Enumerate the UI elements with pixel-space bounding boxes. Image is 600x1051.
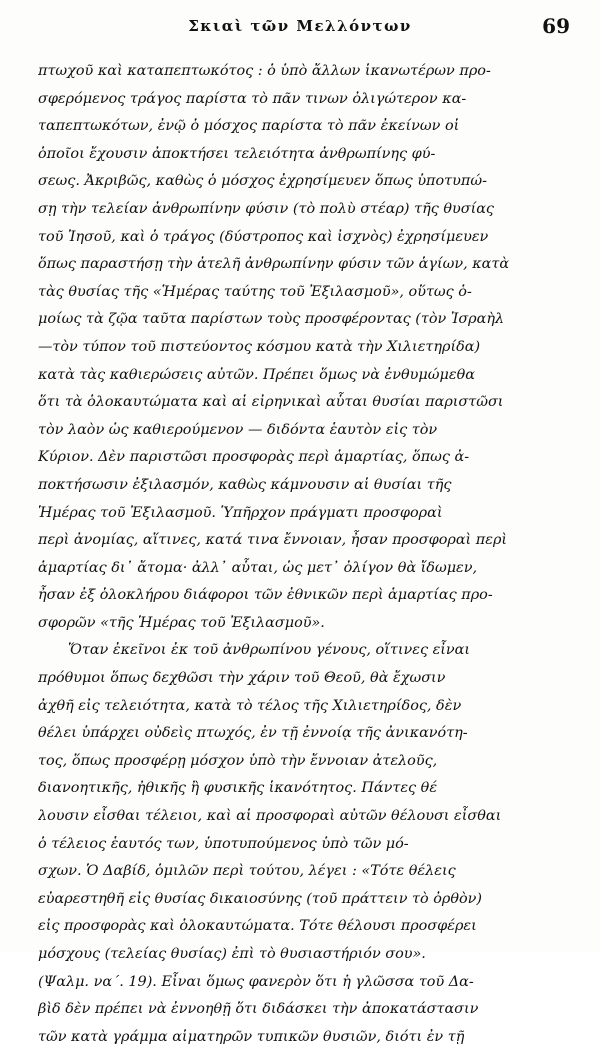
text-line: εἰς προσφορὰς καὶ ὁλοκαυτώματα. Τότε θέλουσι προσφέρει <box>38 918 477 935</box>
body-text <box>38 58 574 1051</box>
running-title: Σκιαὶ τῶν Μελλόντων <box>188 17 412 35</box>
text-line: ὁ τέλειος ἑαυτός των, ὑποτυπούμενος ὑπὸ τῶν μό- <box>38 835 409 852</box>
text-line: τοῦ Ἰησοῦ, καὶ ὁ τράγος (δύστροπος καὶ ἰσχνὸς) ἐχρησίμευεν <box>38 228 489 245</box>
text-line: ταπεπτωκότων, ἐνῷ ὁ μόσχος παρίστα τὸ πᾶν ἐκείνων οἱ <box>38 118 460 135</box>
text-line: θέλει ὑπάρχει οὐδεὶς πτωχός, ἐν τῇ ἐννοίᾳ τῆς ἀνικανότη- <box>38 725 468 742</box>
text-line: σφερόμενος τράγος παρίστα τὸ πᾶν τινων ὀλιγώτερον κα- <box>38 90 467 107</box>
text-line: βὶδ δὲν πρέπει νὰ ἐννοηθῇ ὅτι διδάσκει τὴν ἀποκατάστασιν <box>38 1001 479 1018</box>
text-line: λουσιν εἶσθαι τέλειοι, καὶ αἱ προσφοραὶ αὐτῶν θέλουσι εἶσθαι <box>38 808 502 825</box>
text-line: σεως. Ἀκριβῶς, καθὼς ὁ μόσχος ἐχρησίμευεν ὅπως ὑποτυπώ- <box>38 173 487 190</box>
text-line: πτωχοῦ καὶ καταπεπτωκότος : ὁ ὑπὸ ἄλλων ἱκανωτέρων προ- <box>38 63 491 79</box>
running-head <box>0 14 600 42</box>
text-line: τὰς θυσίας τῆς «Ἡμέρας ταύτης τοῦ Ἐξιλασμοῦ», οὕτως ὁ- <box>38 283 472 300</box>
text-line: μόσχους (τελείας θυσίας) ἐπὶ τὸ θυσιαστήριόν σου». <box>38 946 426 962</box>
text-line: τος, ὅπως προσφέρῃ μόσχον ὑπὸ τὴν ἔννοιαν ἀτελοῦς, <box>38 752 438 769</box>
page-number: 69 <box>542 14 570 38</box>
text-line: Ἡμέρας τοῦ Ἐξιλασμοῦ. Ὑπῆρχον πράγματι προσφοραὶ <box>38 504 443 521</box>
text-line: (Ψαλμ. να΄. 19). Εἶναι ὅμως φανερὸν ὅτι ἡ γλῶσσα τοῦ Δα- <box>38 973 474 990</box>
text-line: σφορῶν «τῆς Ἡμέρας τοῦ Ἐξιλασμοῦ». <box>38 614 325 631</box>
text-line: ἀχθῆ εἰς τελειότητα, κατὰ τὸ τέλος τῆς Χιλιετηρίδος, δὲν <box>38 697 462 714</box>
text-line: ὅτι τὰ ὁλοκαυτώματα καὶ αἱ εἰρηνικαὶ αὗται θυσίαι παριστῶσι <box>38 394 504 411</box>
text-line: περὶ ἀνομίας, αἵτινες, κατά τινα ἔννοιαν, ἦσαν προσφοραὶ περὶ <box>38 532 508 549</box>
text-line: εὐαρεστηθῆ εἰς θυσίας δικαιοσύνης (τοῦ πράττειν τὸ ὀρθὸν) <box>38 890 483 907</box>
text-line: ἁμαρτίας δι᾽ ἄτομα· ἀλλ᾽ αὗται, ὡς μετ᾽ ὀλίγον θὰ ἴδωμεν, <box>38 559 478 576</box>
text-line: ἦσαν ἐξ ὁλοκλήρου διάφοροι τῶν ἐθνικῶν περὶ ἁμαρτίας προ- <box>38 587 493 604</box>
paragraph-start-line: Ὅταν ἐκεῖνοι ἐκ τοῦ ἀνθρωπίνου γένους, οἵτινες εἶναι <box>68 642 471 659</box>
text-line: σχων. Ὁ Δαβίδ, ὁμιλῶν περὶ τούτου, λέγει : «Τότε θέλεις <box>38 863 456 880</box>
text-line: διανοητικῆς, ἠθικῆς ἢ φυσικῆς ἱκανότητος. Πάντες θέ <box>38 780 438 797</box>
text-line: πρόθυμοι ὅπως δεχθῶσι τὴν χάριν τοῦ Θεοῦ, θὰ ἔχωσιν <box>38 670 446 687</box>
text-line: τῶν κατὰ γράμμα αἱματηρῶν τυπικῶν θυσιῶν, διότι ἐν τῇ <box>38 1028 465 1045</box>
text-line: ποκτήσωσιν ἐξιλασμόν, καθὼς κάμνουσιν αἱ θυσίαι τῆς <box>38 476 452 493</box>
text-line: ὅπως παραστήσῃ τὴν ἀτελῆ ἀνθρωπίνην φύσιν τῶν ἁγίων, κατὰ <box>38 256 510 273</box>
text-line: τὸν λαὸν ὡς καθιερούμενον — διδόντα ἑαυτὸν εἰς τὸν <box>38 421 438 438</box>
text-line: μοίως τὰ ζῷα ταῦτα παρίστων τοὺς προσφέροντας (τὸν Ἰσραὴλ <box>38 311 505 328</box>
text-line: σῃ τὴν τελείαν ἀνθρωπίνην φύσιν (τὸ πολὺ στέαρ) τῆς θυσίας <box>38 200 494 217</box>
text-line: ὁποῖοι ἔχουσιν ἀποκτήσει τελειότητα ἀνθρωπίνης φύ- <box>38 145 436 162</box>
text-line: Κύριον. Δὲν παριστῶσι προσφορὰς περὶ ἁμαρτίας, ὅπως ἀ- <box>38 449 470 466</box>
text-line: —τὸν τύπον τοῦ πιστεύοντος κόσμου κατὰ τὴν Χιλιετηρίδα) <box>38 338 481 355</box>
text-line: κατὰ τὰς καθιερώσεις αὐτῶν. Πρέπει ὅμως νὰ ἐνθυμώμεθα <box>38 366 475 383</box>
